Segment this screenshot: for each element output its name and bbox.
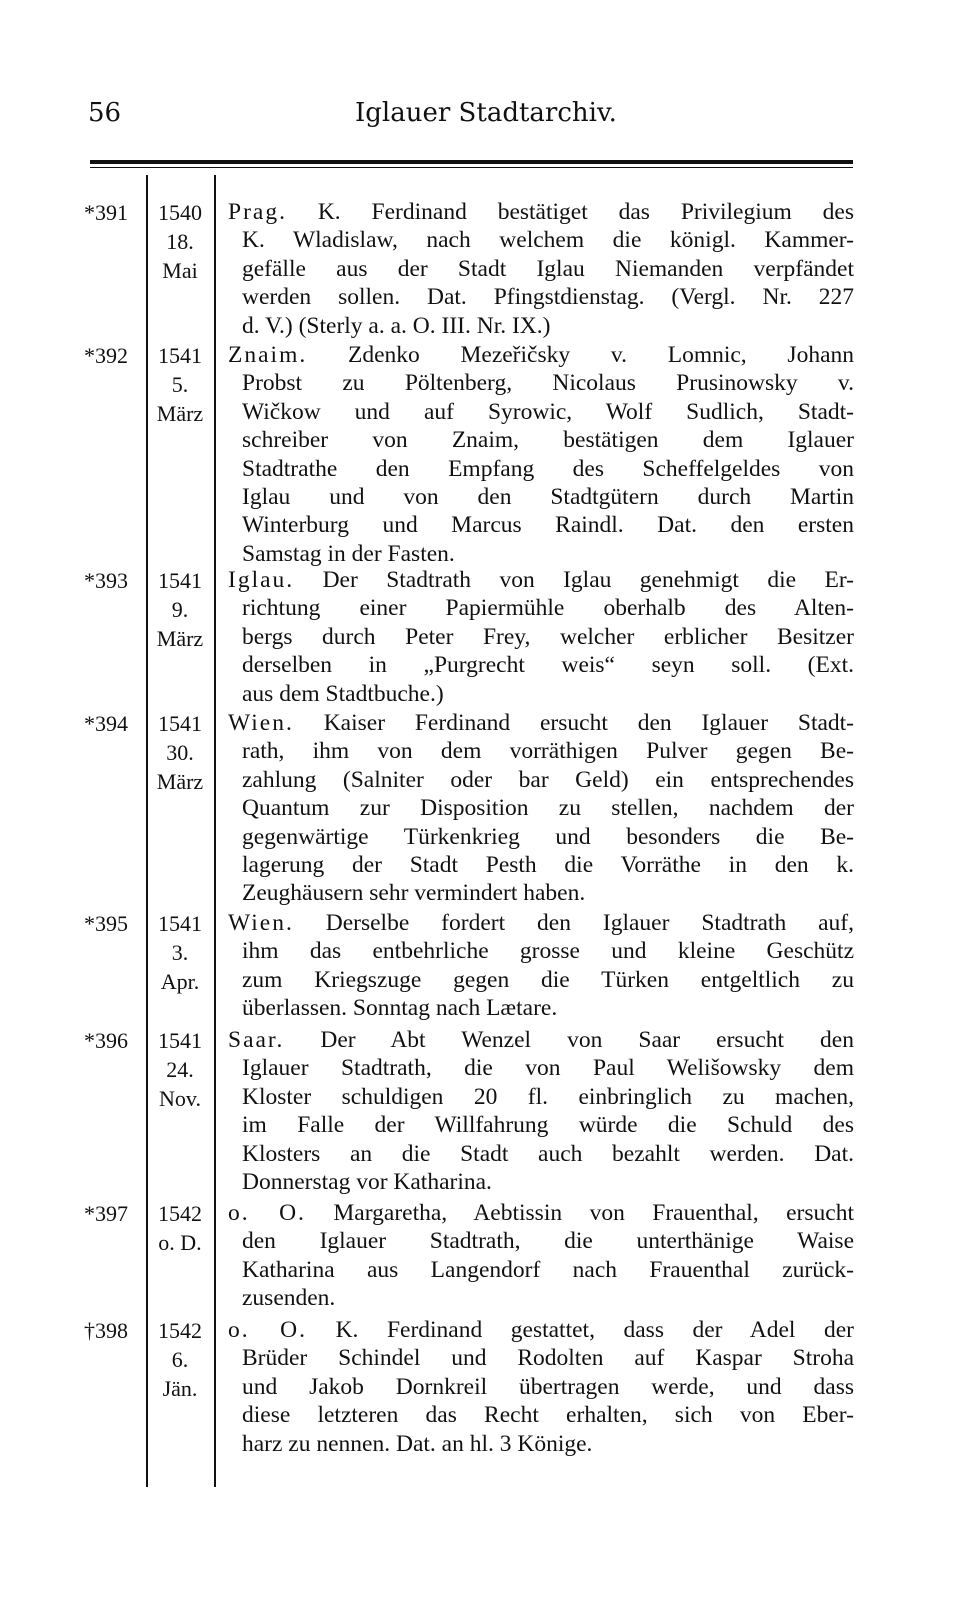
entry-date-line: Jän. <box>162 1376 198 1401</box>
entry-date-line: 18. <box>166 229 194 254</box>
entry-line-text: K. Ferdinand gestattet, dass der Adel der <box>335 1317 854 1343</box>
entry-date-line: 30. <box>166 740 194 765</box>
entry-line-text: überlassen. Sonntag nach Lætare. <box>242 995 558 1022</box>
entry-line-text: zum Kriegszuge gegen die Türken entgeltlich zu <box>242 966 854 993</box>
page-number: 56 <box>88 98 122 128</box>
entry-date <box>148 566 212 653</box>
entry-text-line <box>228 1054 854 1082</box>
entry-place: Wien. <box>228 910 294 936</box>
entry-number: *392 <box>84 343 128 368</box>
entry-text-line <box>228 1430 854 1458</box>
entry-date-line: 1541 <box>158 711 202 736</box>
entry-text-line <box>228 511 854 539</box>
entry-line-text: Brüder Schindel und Rodolten auf Kaspar Stroha <box>242 1345 854 1372</box>
entry-text-line <box>228 483 854 511</box>
entry-date <box>148 198 212 285</box>
entry-line-text: ihm das entbehrliche grosse und kleine Geschütz <box>242 938 854 965</box>
entry-text-line <box>228 398 854 426</box>
entry-line-text: und Jakob Dornkreil übertragen werde, und dass <box>242 1373 854 1400</box>
entry-date <box>148 341 212 428</box>
entry-number: *393 <box>84 568 128 593</box>
entry-line-text: richtung einer Papiermühle oberhalb des Alten- <box>242 595 854 622</box>
entry-place: o. O. <box>228 1317 308 1343</box>
entry-number: *391 <box>84 200 128 225</box>
entry-text-line <box>228 823 854 851</box>
entry-line-text: Quantum zur Disposition zu stellen, nachdem der <box>242 795 854 822</box>
entry-date-line: 1541 <box>158 911 202 936</box>
entry-line-text: werden sollen. Dat. Pfingstdienstag. (Vergl. Nr. 227 <box>242 284 854 311</box>
entry-text-line <box>228 766 854 794</box>
entry-line-text: Winterburg und Marcus Raindl. Dat. den ersten <box>242 512 854 539</box>
entry-date-line: 1541 <box>158 343 202 368</box>
header-rule-thick <box>90 160 853 164</box>
entry-line-text: Iglau und von den Stadtgütern durch Martin <box>242 483 854 510</box>
entry-text <box>228 1316 854 1458</box>
entry-text-line <box>228 1227 854 1255</box>
entry-text <box>228 198 854 340</box>
entry-number: *394 <box>84 711 128 736</box>
entry-text-line <box>228 794 854 822</box>
entry-date <box>148 1199 212 1257</box>
entry-text-line <box>228 312 854 340</box>
entry-place: Saar. <box>228 1027 285 1053</box>
entry-line-text: K. Wladislaw, nach welchem die königl. Kammer- <box>242 227 854 254</box>
entry-date-line: März <box>156 626 204 651</box>
entry-line-text: Zdenko Mezeřičsky v. Lomnic, Johann <box>347 342 855 368</box>
entry-line-text: d. V.) (Sterly a. a. O. III. Nr. IX.) <box>242 312 551 339</box>
entry-line-text: rath, ihm von dem vorräthigen Pulver gegen Be- <box>242 738 854 765</box>
entry-text-line <box>228 1083 854 1111</box>
entry-line-text: Kloster schuldigen 20 fl. einbringlich zu machen, <box>242 1083 854 1110</box>
entry-line-text: Der Stadtrath von Iglau genehmigt die Er- <box>322 567 854 593</box>
entry-date-line: Apr. <box>160 969 200 994</box>
entry-text <box>228 909 854 1023</box>
entry-line-text: Kaiser Ferdinand ersucht den Iglauer Stadt- <box>323 710 855 736</box>
entry-line-text: Samstag in der Fasten. <box>242 540 455 567</box>
entry-line-text: derselben in „Purgrecht weis“ seyn soll. (Ext. <box>242 652 854 679</box>
entry-line-text: gefälle aus der Stadt Iglau Niemanden verpfändet <box>242 255 854 282</box>
entry-place: Iglau. <box>228 567 295 593</box>
entry-line-text: schreiber von Znaim, bestätigen dem Iglauer <box>242 427 854 454</box>
entry-line-text: Zeughäusern sehr vermindert haben. <box>242 880 586 907</box>
entry-date-line: 6. <box>171 1347 189 1372</box>
entry-text-line <box>228 994 854 1022</box>
entry-text-line <box>228 566 854 594</box>
running-title: Iglauer Stadtarchiv. <box>355 98 617 128</box>
entry-text-line <box>228 283 854 311</box>
entry-line-text: zahlung (Salniter oder bar Geld) ein entsprechendes <box>242 766 854 793</box>
entry-text <box>228 1199 854 1313</box>
entry-text-line <box>228 909 854 937</box>
entry-date-line: 1541 <box>158 1028 202 1053</box>
entry-text-line <box>228 1140 854 1168</box>
entry-number: †398 <box>84 1318 128 1343</box>
entry-text-line <box>228 1168 854 1196</box>
entry-text-line <box>228 623 854 651</box>
entry-line-text: bergs durch Peter Frey, welcher erblicher Besitzer <box>242 623 854 650</box>
entry-date-line: 5. <box>171 372 189 397</box>
entry-line-text: Katharina aus Langendorf nach Frauenthal zurück- <box>242 1256 854 1283</box>
entry-place: Znaim. <box>228 342 308 368</box>
entry-text-line <box>228 1256 854 1284</box>
entry-date <box>148 709 212 796</box>
entry-line-text: Wičkow und auf Syrowic, Wolf Sudlich, Stadt- <box>242 398 854 425</box>
entry-text-line <box>228 594 854 622</box>
entry-line-text: Derselbe fordert den Iglauer Stadtrath auf, <box>325 910 854 936</box>
header-rule-thin <box>90 167 853 168</box>
entry-text-line <box>228 1401 854 1429</box>
entry-date <box>148 1026 212 1113</box>
entry-number: *396 <box>84 1028 128 1053</box>
entry-date <box>148 909 212 996</box>
entry-text-line <box>228 455 854 483</box>
entry-text-line <box>228 737 854 765</box>
entry-date-line: o. D. <box>158 1230 202 1255</box>
entry-text-line <box>228 709 854 737</box>
entry-date-line: Mai <box>162 258 198 283</box>
entry-line-text: im Falle der Willfahrung würde die Schuld des <box>242 1112 854 1139</box>
entry-text-line <box>228 255 854 283</box>
entry-text-line <box>228 1344 854 1372</box>
entry-text <box>228 341 854 568</box>
entry-line-text: Probst zu Pöltenberg, Nicolaus Prusinowsky v. <box>242 370 854 397</box>
entry-date-line: 9. <box>171 597 189 622</box>
entry-line-text: aus dem Stadtbuche.) <box>242 680 444 707</box>
entry-line-text: harz zu nennen. Dat. an hl. 3 Könige. <box>242 1430 593 1457</box>
entry-text <box>228 1026 854 1196</box>
entry-place: Wien. <box>228 710 294 736</box>
entry-date-line: März <box>156 769 204 794</box>
entry-date-line: 3. <box>171 940 189 965</box>
entry-line-text: K. Ferdinand bestätiget das Privilegium des <box>317 199 854 225</box>
entry-text <box>228 566 854 708</box>
entry-line-text: Der Abt Wenzel von Saar ersucht den <box>320 1027 854 1053</box>
entry-date-line: 1541 <box>158 568 202 593</box>
entry-text-line <box>228 966 854 994</box>
page-header <box>0 98 960 138</box>
entry-text-line <box>228 937 854 965</box>
entry-text-line <box>228 1199 854 1227</box>
entry-date-line: Nov. <box>159 1086 201 1111</box>
entry-text-line <box>228 198 854 226</box>
entry-line-text: Stadtrathe den Empfang des Scheffelgeldes von <box>242 455 854 482</box>
entry-date-line: 1542 <box>158 1201 202 1226</box>
entry-place: Prag. <box>228 199 287 225</box>
entry-text-line <box>228 540 854 568</box>
entry-date-line: März <box>156 401 204 426</box>
entry-text-line <box>228 651 854 679</box>
entry-text-line <box>228 1316 854 1344</box>
entry-number: *397 <box>84 1201 128 1226</box>
entry-line-text: den Iglauer Stadtrath, die unterthänige Waise <box>242 1228 854 1255</box>
entry-number: *395 <box>84 911 128 936</box>
entry-text-line <box>228 1373 854 1401</box>
entry-text-line <box>228 341 854 369</box>
entry-date-line: 1542 <box>158 1318 202 1343</box>
entry-line-text: Margaretha, Aebtissin von Frauenthal, ersucht <box>333 1200 854 1226</box>
entry-text-line <box>228 426 854 454</box>
entry-text-line <box>228 369 854 397</box>
entry-text-line <box>228 1111 854 1139</box>
entry-text-line <box>228 1284 854 1312</box>
entry-line-text: lagerung der Stadt Pesth die Vorräthe in den k. <box>242 851 854 878</box>
column-divider-date <box>214 175 216 1487</box>
entry-text-line <box>228 1026 854 1054</box>
entry-text-line <box>228 879 854 907</box>
entry-line-text: Donnerstag vor Katharina. <box>242 1168 492 1195</box>
entry-line-text: zusenden. <box>242 1285 336 1312</box>
entry-line-text: gegenwärtige Türkenkrieg und besonders die Be- <box>242 823 854 850</box>
entry-text-line <box>228 680 854 708</box>
entry-line-text: Klosters an die Stadt auch bezahlt werden. Dat. <box>242 1140 854 1167</box>
entry-date-line: 1540 <box>158 200 202 225</box>
entry-line-text: Iglauer Stadtrath, die von Paul Welišowsky dem <box>242 1055 854 1082</box>
entry-line-text: diese letzteren das Recht erhalten, sich von Eber- <box>242 1402 854 1429</box>
entry-date-line: 24. <box>166 1057 194 1082</box>
entry-date <box>148 1316 212 1403</box>
entry-text-line <box>228 851 854 879</box>
entry-text <box>228 709 854 908</box>
entry-text-line <box>228 226 854 254</box>
entry-place: o. O. <box>228 1200 306 1226</box>
